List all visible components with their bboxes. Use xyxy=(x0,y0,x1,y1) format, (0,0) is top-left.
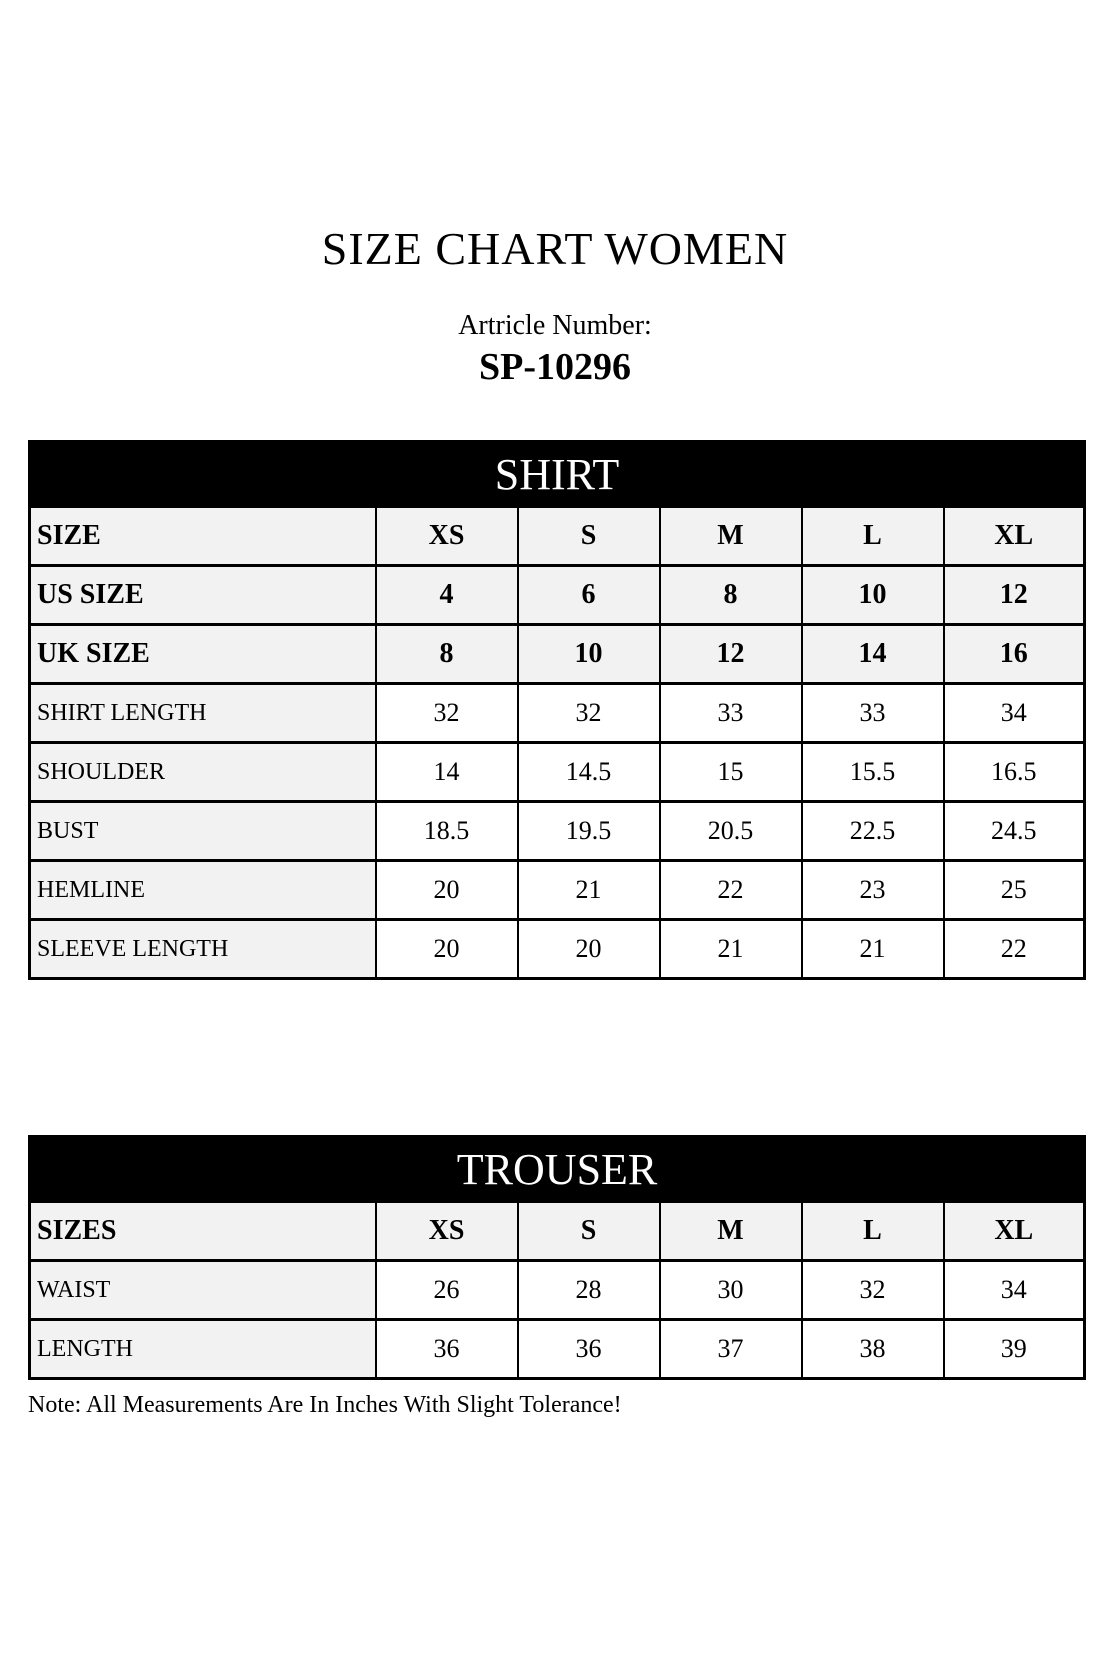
size-cell-s: S xyxy=(518,507,660,566)
value-cell: 33 xyxy=(802,684,944,743)
value-cell: 20 xyxy=(376,920,518,979)
shirt-table-title: SHIRT xyxy=(30,442,1085,507)
value-cell: 32 xyxy=(518,684,660,743)
value-cell: 12 xyxy=(660,625,802,684)
size-cell-xs: XS xyxy=(376,507,518,566)
size-cell-l: L xyxy=(802,1202,944,1261)
value-cell: 10 xyxy=(802,566,944,625)
page-title: SIZE CHART WOMEN xyxy=(321,223,789,274)
article-number-value: SP-10296 xyxy=(479,346,631,388)
value-cell: 16.5 xyxy=(944,743,1085,802)
row-label-cell: LENGTH xyxy=(30,1320,376,1379)
value-cell: 28 xyxy=(518,1261,660,1320)
value-cell: 22.5 xyxy=(802,802,944,861)
value-cell: 19.5 xyxy=(518,802,660,861)
value-cell: 38 xyxy=(802,1320,944,1379)
row-label-cell: HEMLINE xyxy=(30,861,376,920)
row-label-cell: SIZES xyxy=(30,1202,376,1261)
table-row xyxy=(30,743,1085,802)
value-cell: 6 xyxy=(518,566,660,625)
table-row xyxy=(30,566,1085,625)
table-row xyxy=(30,1320,1085,1379)
value-cell: 21 xyxy=(802,920,944,979)
value-cell: 26 xyxy=(376,1261,518,1320)
row-label-cell: WAIST xyxy=(30,1261,376,1320)
value-cell: 20 xyxy=(376,861,518,920)
value-cell: 36 xyxy=(376,1320,518,1379)
trouser-size-table xyxy=(28,1135,1086,1380)
measurement-note: Note: All Measurements Are In Inches With Slight Tolerance! xyxy=(28,1392,622,1418)
trouser-table-caption-row xyxy=(30,1137,1085,1202)
value-cell: 21 xyxy=(518,861,660,920)
row-label-cell: SHIRT LENGTH xyxy=(30,684,376,743)
table-row xyxy=(30,1202,1085,1261)
size-cell-s: S xyxy=(518,1202,660,1261)
value-cell: 30 xyxy=(660,1261,802,1320)
table-row xyxy=(30,507,1085,566)
size-cell-xl: XL xyxy=(944,507,1085,566)
row-label-cell: BUST xyxy=(30,802,376,861)
value-cell: 8 xyxy=(376,625,518,684)
table-row xyxy=(30,625,1085,684)
value-cell: 4 xyxy=(376,566,518,625)
value-cell: 32 xyxy=(802,1261,944,1320)
table-row xyxy=(30,802,1085,861)
value-cell: 33 xyxy=(660,684,802,743)
size-cell-l: L xyxy=(802,507,944,566)
value-cell: 14 xyxy=(376,743,518,802)
value-cell: 36 xyxy=(518,1320,660,1379)
shirt-table-caption-row xyxy=(30,442,1085,507)
value-cell: 34 xyxy=(944,1261,1085,1320)
size-cell-m: M xyxy=(660,507,802,566)
article-number-label: Artricle Number: xyxy=(458,310,652,341)
row-label-cell: SIZE xyxy=(30,507,376,566)
value-cell: 14 xyxy=(802,625,944,684)
value-cell: 23 xyxy=(802,861,944,920)
size-cell-xs: XS xyxy=(376,1202,518,1261)
row-label-cell: SLEEVE LENGTH xyxy=(30,920,376,979)
value-cell: 22 xyxy=(944,920,1085,979)
value-cell: 15.5 xyxy=(802,743,944,802)
value-cell: 8 xyxy=(660,566,802,625)
value-cell: 21 xyxy=(660,920,802,979)
value-cell: 34 xyxy=(944,684,1085,743)
value-cell: 24.5 xyxy=(944,802,1085,861)
value-cell: 14.5 xyxy=(518,743,660,802)
value-cell: 37 xyxy=(660,1320,802,1379)
trouser-table-title: TROUSER xyxy=(30,1137,1085,1202)
size-cell-xl: XL xyxy=(944,1202,1085,1261)
row-label-cell: US SIZE xyxy=(30,566,376,625)
table-row xyxy=(30,684,1085,743)
value-cell: 10 xyxy=(518,625,660,684)
value-cell: 12 xyxy=(944,566,1085,625)
row-label-cell: SHOULDER xyxy=(30,743,376,802)
row-label-cell: UK SIZE xyxy=(30,625,376,684)
value-cell: 39 xyxy=(944,1320,1085,1379)
value-cell: 16 xyxy=(944,625,1085,684)
value-cell: 22 xyxy=(660,861,802,920)
value-cell: 18.5 xyxy=(376,802,518,861)
table-row xyxy=(30,861,1085,920)
value-cell: 32 xyxy=(376,684,518,743)
value-cell: 20.5 xyxy=(660,802,802,861)
value-cell: 25 xyxy=(944,861,1085,920)
table-row xyxy=(30,1261,1085,1320)
value-cell: 15 xyxy=(660,743,802,802)
size-cell-m: M xyxy=(660,1202,802,1261)
shirt-size-table xyxy=(28,440,1086,980)
table-row xyxy=(30,920,1085,979)
value-cell: 20 xyxy=(518,920,660,979)
